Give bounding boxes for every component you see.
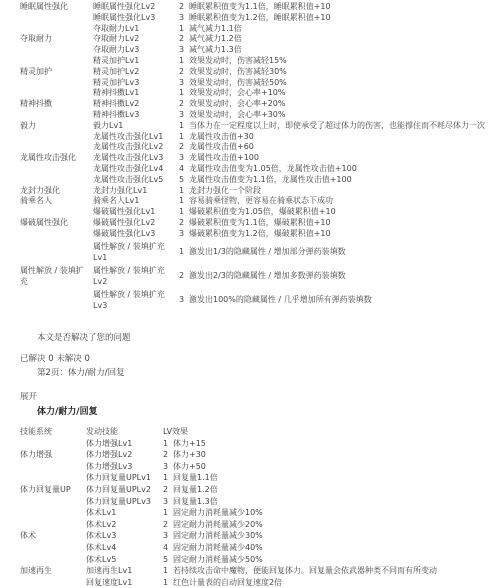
skill-effect: 效果发动时，伤害减轻50% <box>189 77 287 87</box>
table-row <box>0 99 500 110</box>
skill-level: 3 <box>163 496 169 506</box>
skill-level: 2 <box>179 217 185 227</box>
skill-name: 体术Lv1 <box>86 508 117 518</box>
table-row <box>0 472 500 484</box>
skill-category: 龙属性攻击强化 <box>20 153 76 163</box>
skill-level: 2 <box>179 34 185 44</box>
skill-name: 体力回复量UPLv3 <box>86 496 151 506</box>
skill-name: 体术Lv3 <box>86 531 117 541</box>
skill-category: 加速再生 <box>20 566 52 576</box>
table-row <box>0 577 500 588</box>
skill-level: 1 <box>163 577 169 587</box>
table-row <box>0 110 500 121</box>
skill-name: 龙封力强化Lv1 <box>93 185 148 195</box>
table-row <box>0 196 500 207</box>
skill-name: 加速再生Lv1 <box>86 566 133 576</box>
skill-name: 体术Lv5 <box>86 554 117 564</box>
skill-effect: 若持续攻击命中魔物，便能回复体力。回复量会依武器种类不同而有所变动 <box>173 566 437 576</box>
skill-category: 属性解放 / 装填扩充 <box>20 265 84 286</box>
table-row <box>0 484 500 496</box>
skill-effect: 体力+50 <box>173 461 206 471</box>
skill-level: 3 <box>163 461 169 471</box>
skill-level: 5 <box>163 554 169 564</box>
skill-effect: 龙属性攻击值变为1.1倍，龙属性攻击值+100 <box>189 174 352 184</box>
skill-effect: 睡眠累积值变为1.2倍，睡眠累积值+10 <box>189 12 331 22</box>
skill-name: 夺取耐力Lv2 <box>93 34 140 44</box>
table-row <box>0 530 500 542</box>
skill-level: 2 <box>179 99 185 109</box>
skill-effect: 龙属性攻击值+100 <box>189 153 259 163</box>
skill-effect: 固定耐力消耗量减少30% <box>173 531 263 541</box>
table-row <box>0 554 500 566</box>
table-row <box>0 449 500 461</box>
skill-effect: 回复量1.2倍 <box>173 484 218 494</box>
table-row <box>0 229 500 240</box>
table-row <box>0 45 500 56</box>
table-row <box>0 264 500 288</box>
skill-effect: 龙属性攻击值+30 <box>189 131 254 141</box>
skill-level: 1 <box>163 438 169 448</box>
skill-name: 龙属性攻击强化Lv5 <box>93 174 164 184</box>
skill-name: 龙属性攻击强化Lv3 <box>93 153 164 163</box>
page-nav-link[interactable]: 第2页：体力/耐力/回复 <box>37 368 125 378</box>
table-row <box>0 288 500 312</box>
skill-effect: 红色计量表的自动回复速度2倍 <box>173 577 283 587</box>
skill-level: 1 <box>179 131 185 141</box>
skill-level: 5 <box>179 174 185 184</box>
skill-effect: 当体力在一定程度以上时，即使承受了超过体力的伤害，也能撑住而不耗尽体力一次 <box>189 120 485 130</box>
skill-name: 毅力Lv1 <box>93 120 124 130</box>
table-row <box>0 438 500 450</box>
table-row <box>0 2 500 13</box>
skill-level: 3 <box>179 153 185 163</box>
table-row <box>0 207 500 218</box>
skill-level: 2 <box>179 2 185 11</box>
skill-level: 1 <box>163 473 169 483</box>
table-row <box>0 164 500 175</box>
skill-name: 爆破属性强化Lv1 <box>93 207 156 217</box>
skill-effect: 睡眠累积值变为1.1倍，睡眠累积值+10 <box>189 2 331 11</box>
skill-level: 3 <box>179 45 185 55</box>
skill-effect: 效果发动时，会心率+30% <box>189 109 286 119</box>
skill-level: 1 <box>179 88 185 98</box>
skill-effect: 爆破累积值变为1.05倍，爆破累积值+10 <box>189 207 336 217</box>
skill-effect: 固定耐力消耗量减少20% <box>173 519 263 529</box>
expand-toggle[interactable]: 展开 <box>20 392 38 402</box>
skill-level: 3 <box>179 109 185 119</box>
skill-effect: 爆破累积值变为1.2倍，爆破累积值+10 <box>189 228 331 238</box>
skill-effect: 固定耐力消耗量减少50% <box>173 554 263 564</box>
skill-effect: 效果发动时，会心率+10% <box>189 88 286 98</box>
skill-level: 1 <box>179 196 185 206</box>
skill-effect: 激发出2/3的隐藏属性 / 增加多数弹药装填数 <box>189 270 346 280</box>
skill-name: 骑乘名人Lv1 <box>93 196 140 206</box>
skill-category: 夺取耐力 <box>20 34 52 44</box>
skill-category: 爆破属性强化 <box>20 217 68 227</box>
table-header-row <box>0 426 500 438</box>
skill-effect: 激发出1/3的隐藏属性 / 增加部分弹药装填数 <box>189 246 346 256</box>
skill-effect: 激发出100%的隐藏属性 / 几乎增加所有弹药装填数 <box>189 294 372 304</box>
skill-level: 3 <box>179 77 185 87</box>
skill-name: 体术Lv4 <box>86 542 117 552</box>
skill-level: 1 <box>163 566 169 576</box>
skill-effect: 效果发动时，会心率+20% <box>189 99 286 109</box>
table-row <box>0 34 500 45</box>
skill-name: 爆破属性强化Lv2 <box>93 217 156 227</box>
skill-name: 回复速度Lv1 <box>86 577 133 587</box>
skill-level: 2 <box>163 484 169 494</box>
table-row <box>0 132 500 143</box>
skill-category: 精灵加护 <box>20 66 52 76</box>
skill-name: 精灵加护Lv2 <box>93 66 140 76</box>
skill-category: 体力增强 <box>20 450 52 460</box>
skill-name: 龙属性攻击强化Lv4 <box>93 163 164 173</box>
skill-effect: 体力+15 <box>173 438 206 448</box>
table-row <box>0 218 500 229</box>
table-row <box>0 67 500 78</box>
skill-name: 爆破属性强化Lv3 <box>93 228 156 238</box>
skill-name: 体力增强Lv2 <box>86 450 133 460</box>
table-row <box>0 461 500 473</box>
skill-effect: 龙属性攻击值+60 <box>189 142 254 152</box>
skill-name: 体力增强Lv1 <box>86 438 133 448</box>
skill-name: 体力回复量UPLv1 <box>86 473 151 483</box>
skill-effect: 龙属性攻击值变为1.05倍，龙属性攻击值+100 <box>189 163 357 173</box>
skill-category: 精神抖擞 <box>20 99 52 109</box>
skill-name: 属性解放 / 装填扩充Lv3 <box>93 289 165 310</box>
skill-name: 体力增强Lv3 <box>86 461 133 471</box>
skill-level: 2 <box>179 270 185 280</box>
skill-name: 龙属性攻击强化Lv2 <box>93 142 164 152</box>
section-title: 体力/耐力/回复 <box>37 407 98 417</box>
skill-name: 睡眠属性强化Lv3 <box>93 12 156 22</box>
table-row <box>0 56 500 67</box>
skill-category: 毅力 <box>20 120 36 130</box>
skill-name: 精灵加护Lv3 <box>93 77 140 87</box>
table-row <box>0 142 500 153</box>
skill-level: 4 <box>163 542 169 552</box>
skill-name: 精神抖擞Lv2 <box>93 99 140 109</box>
skill-table-2 <box>0 426 500 588</box>
table-row <box>0 24 500 35</box>
skill-effect: 容易骑乘怪物，更容易在骑乘状态下成功 <box>189 196 333 206</box>
skill-name: 龙属性攻击强化Lv1 <box>93 131 164 141</box>
skill-effect: 减气减力1.1倍 <box>189 23 242 33</box>
resolve-question: 本文是否解决了您的问题 <box>37 333 131 343</box>
header-lv-effect: LV效果 <box>163 427 189 436</box>
table-row <box>0 153 500 164</box>
table-row <box>0 542 500 554</box>
table-row <box>0 186 500 197</box>
skill-name: 精神抖擞Lv3 <box>93 109 140 119</box>
skill-category: 体力回复量UP <box>20 484 71 494</box>
skill-effect: 回复量1.1倍 <box>173 473 218 483</box>
skill-category: 龙封力强化 <box>20 185 60 195</box>
skill-effect: 体力+30 <box>173 450 206 460</box>
header-active-skill: 发动技能 <box>86 427 118 436</box>
skill-level: 2 <box>179 142 185 152</box>
skill-level: 2 <box>179 66 185 76</box>
table-row <box>0 13 500 24</box>
skill-effect: 减气减力1.3倍 <box>189 45 242 55</box>
skill-effect: 效果发动时，伤害减轻15% <box>189 55 287 65</box>
table-row <box>0 78 500 89</box>
table-row <box>0 88 500 99</box>
table-row <box>0 240 500 264</box>
skill-effect: 爆破累积值变为1.1倍，爆破累积值+10 <box>189 217 331 227</box>
skill-category: 体术 <box>20 531 36 541</box>
skill-level: 2 <box>163 450 169 460</box>
skill-level: 1 <box>179 246 185 256</box>
skill-level: 3 <box>179 12 185 22</box>
table-row <box>0 496 500 508</box>
skill-name: 夺取耐力Lv3 <box>93 45 140 55</box>
skill-effect: 回复量1.3倍 <box>173 496 218 506</box>
skill-effect: 减气减力1.2倍 <box>189 34 242 44</box>
resolve-stats[interactable]: 已解决 0 未解决 0 <box>20 354 90 364</box>
skill-level: 1 <box>179 207 185 217</box>
skill-effect: 龙封力强化一个阶段 <box>189 185 261 195</box>
skill-effect: 固定耐力消耗量减少40% <box>173 542 263 552</box>
skill-level: 4 <box>179 163 185 173</box>
skill-effect: 固定耐力消耗量减少10% <box>173 508 263 518</box>
table-row <box>0 121 500 132</box>
skill-level: 1 <box>179 185 185 195</box>
skill-name: 精神抖擞Lv1 <box>93 88 140 98</box>
skill-name: 夺取耐力Lv1 <box>93 23 140 33</box>
skill-category: 骑乘名人 <box>20 196 52 206</box>
skill-level: 2 <box>163 519 169 529</box>
skill-name: 体术Lv2 <box>86 519 117 529</box>
skill-name: 睡眠属性强化Lv2 <box>93 2 156 11</box>
skill-level: 3 <box>179 294 185 304</box>
skill-level: 1 <box>179 55 185 65</box>
skill-level: 1 <box>179 23 185 33</box>
table-row <box>0 175 500 186</box>
skill-name: 属性解放 / 装填扩充Lv2 <box>93 265 165 286</box>
skill-level: 1 <box>179 120 185 130</box>
skill-name: 属性解放 / 装填扩充Lv1 <box>93 241 165 262</box>
skill-name: 精灵加护Lv1 <box>93 55 140 65</box>
skill-level: 3 <box>163 531 169 541</box>
skill-effect: 效果发动时，伤害减轻30% <box>189 66 287 76</box>
skill-level: 3 <box>179 228 185 238</box>
skill-name: 体力回复量UPLv2 <box>86 484 151 494</box>
table-row <box>0 565 500 577</box>
skill-level: 1 <box>163 508 169 518</box>
table-row <box>0 519 500 531</box>
table-row <box>0 507 500 519</box>
header-skill-system: 技能系统 <box>20 427 52 436</box>
skill-category: 睡眠属性强化 <box>20 2 68 11</box>
skill-table-1 <box>0 2 500 312</box>
